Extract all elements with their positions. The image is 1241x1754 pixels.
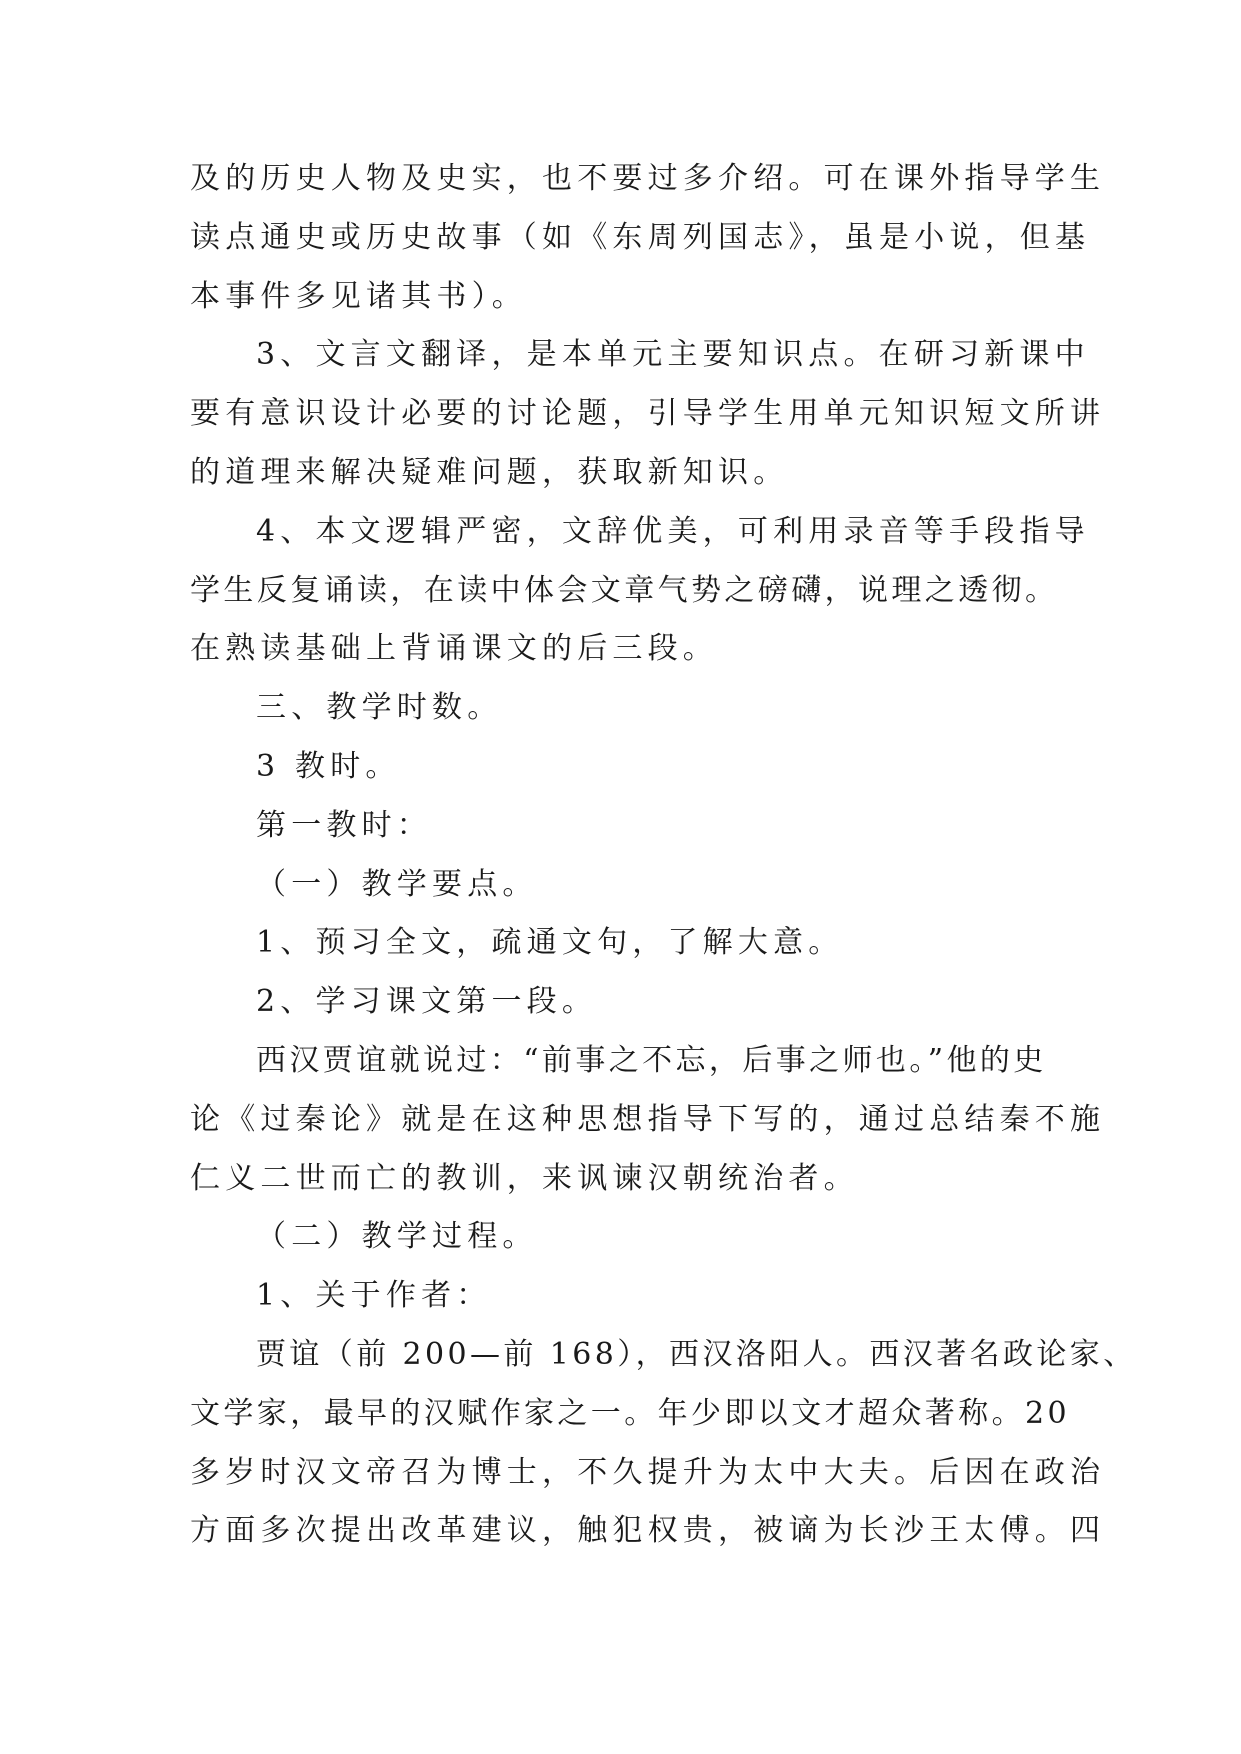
subsection-heading: 第一教时： [256, 807, 432, 843]
text-line: 论《过秦论》就是在这种思想指导下写的，通过总结秦不施 [190, 1101, 1106, 1137]
text-line: 3 教时。 [256, 748, 401, 784]
text-line: 1、关于作者： [256, 1278, 492, 1314]
text-line: 贾谊（前 200—前 168），西汉洛阳人。西汉著名政论家、 [256, 1336, 1137, 1372]
section-heading: 三、教学时数。 [256, 690, 503, 726]
text-line: 2、学习课文第一段。 [256, 984, 598, 1020]
text-line: 读点通史或历史故事（如《东周列国志》，虽是小说，但基 [190, 219, 1091, 255]
text-line: 仁义二世而亡的教训，来讽谏汉朝统治者。 [190, 1160, 859, 1196]
text-line: 及的历史人物及史实，也不要过多介绍。可在课外指导学生 [190, 161, 1106, 196]
subsection-heading: （二）教学过程。 [256, 1219, 538, 1255]
text-line: 的道理来解决疑难问题，获取新知识。 [190, 454, 789, 490]
text-line: 要有意识设计必要的讨论题，引导学生用单元知识短文所讲 [190, 396, 1106, 432]
text-line: 学生反复诵读，在读中体会文章气势之磅礴，说理之透彻。 [190, 572, 1059, 608]
text-line: 4、本文逻辑严密，文辞优美，可利用录音等手段指导 [256, 513, 1090, 549]
text-line: 方面多次提出改革建议，触犯权贵，被谪为长沙王太傅。四 [190, 1513, 1106, 1549]
subsection-heading: （一）教学要点。 [256, 866, 538, 902]
document-body [190, 150, 1137, 1561]
text-line: 3、文言文翻译，是本单元主要知识点。在研习新课中 [256, 337, 1090, 373]
text-line: 西汉贾谊就说过：“前事之不忘，后事之师也。”他的史 [256, 1042, 1047, 1078]
text-line: 在熟读基础上背诵课文的后三段。 [190, 631, 718, 667]
text-line: 文学家，最早的汉赋作家之一。年少即以文才超众著称。20 [190, 1395, 1070, 1431]
text-line: 本事件多见诸其书）。 [190, 278, 527, 314]
text-line: 1、预习全文，疏通文句，了解大意。 [256, 925, 844, 961]
text-line: 多岁时汉文帝召为博士，不久提升为太中大夫。后因在政治 [190, 1454, 1106, 1490]
